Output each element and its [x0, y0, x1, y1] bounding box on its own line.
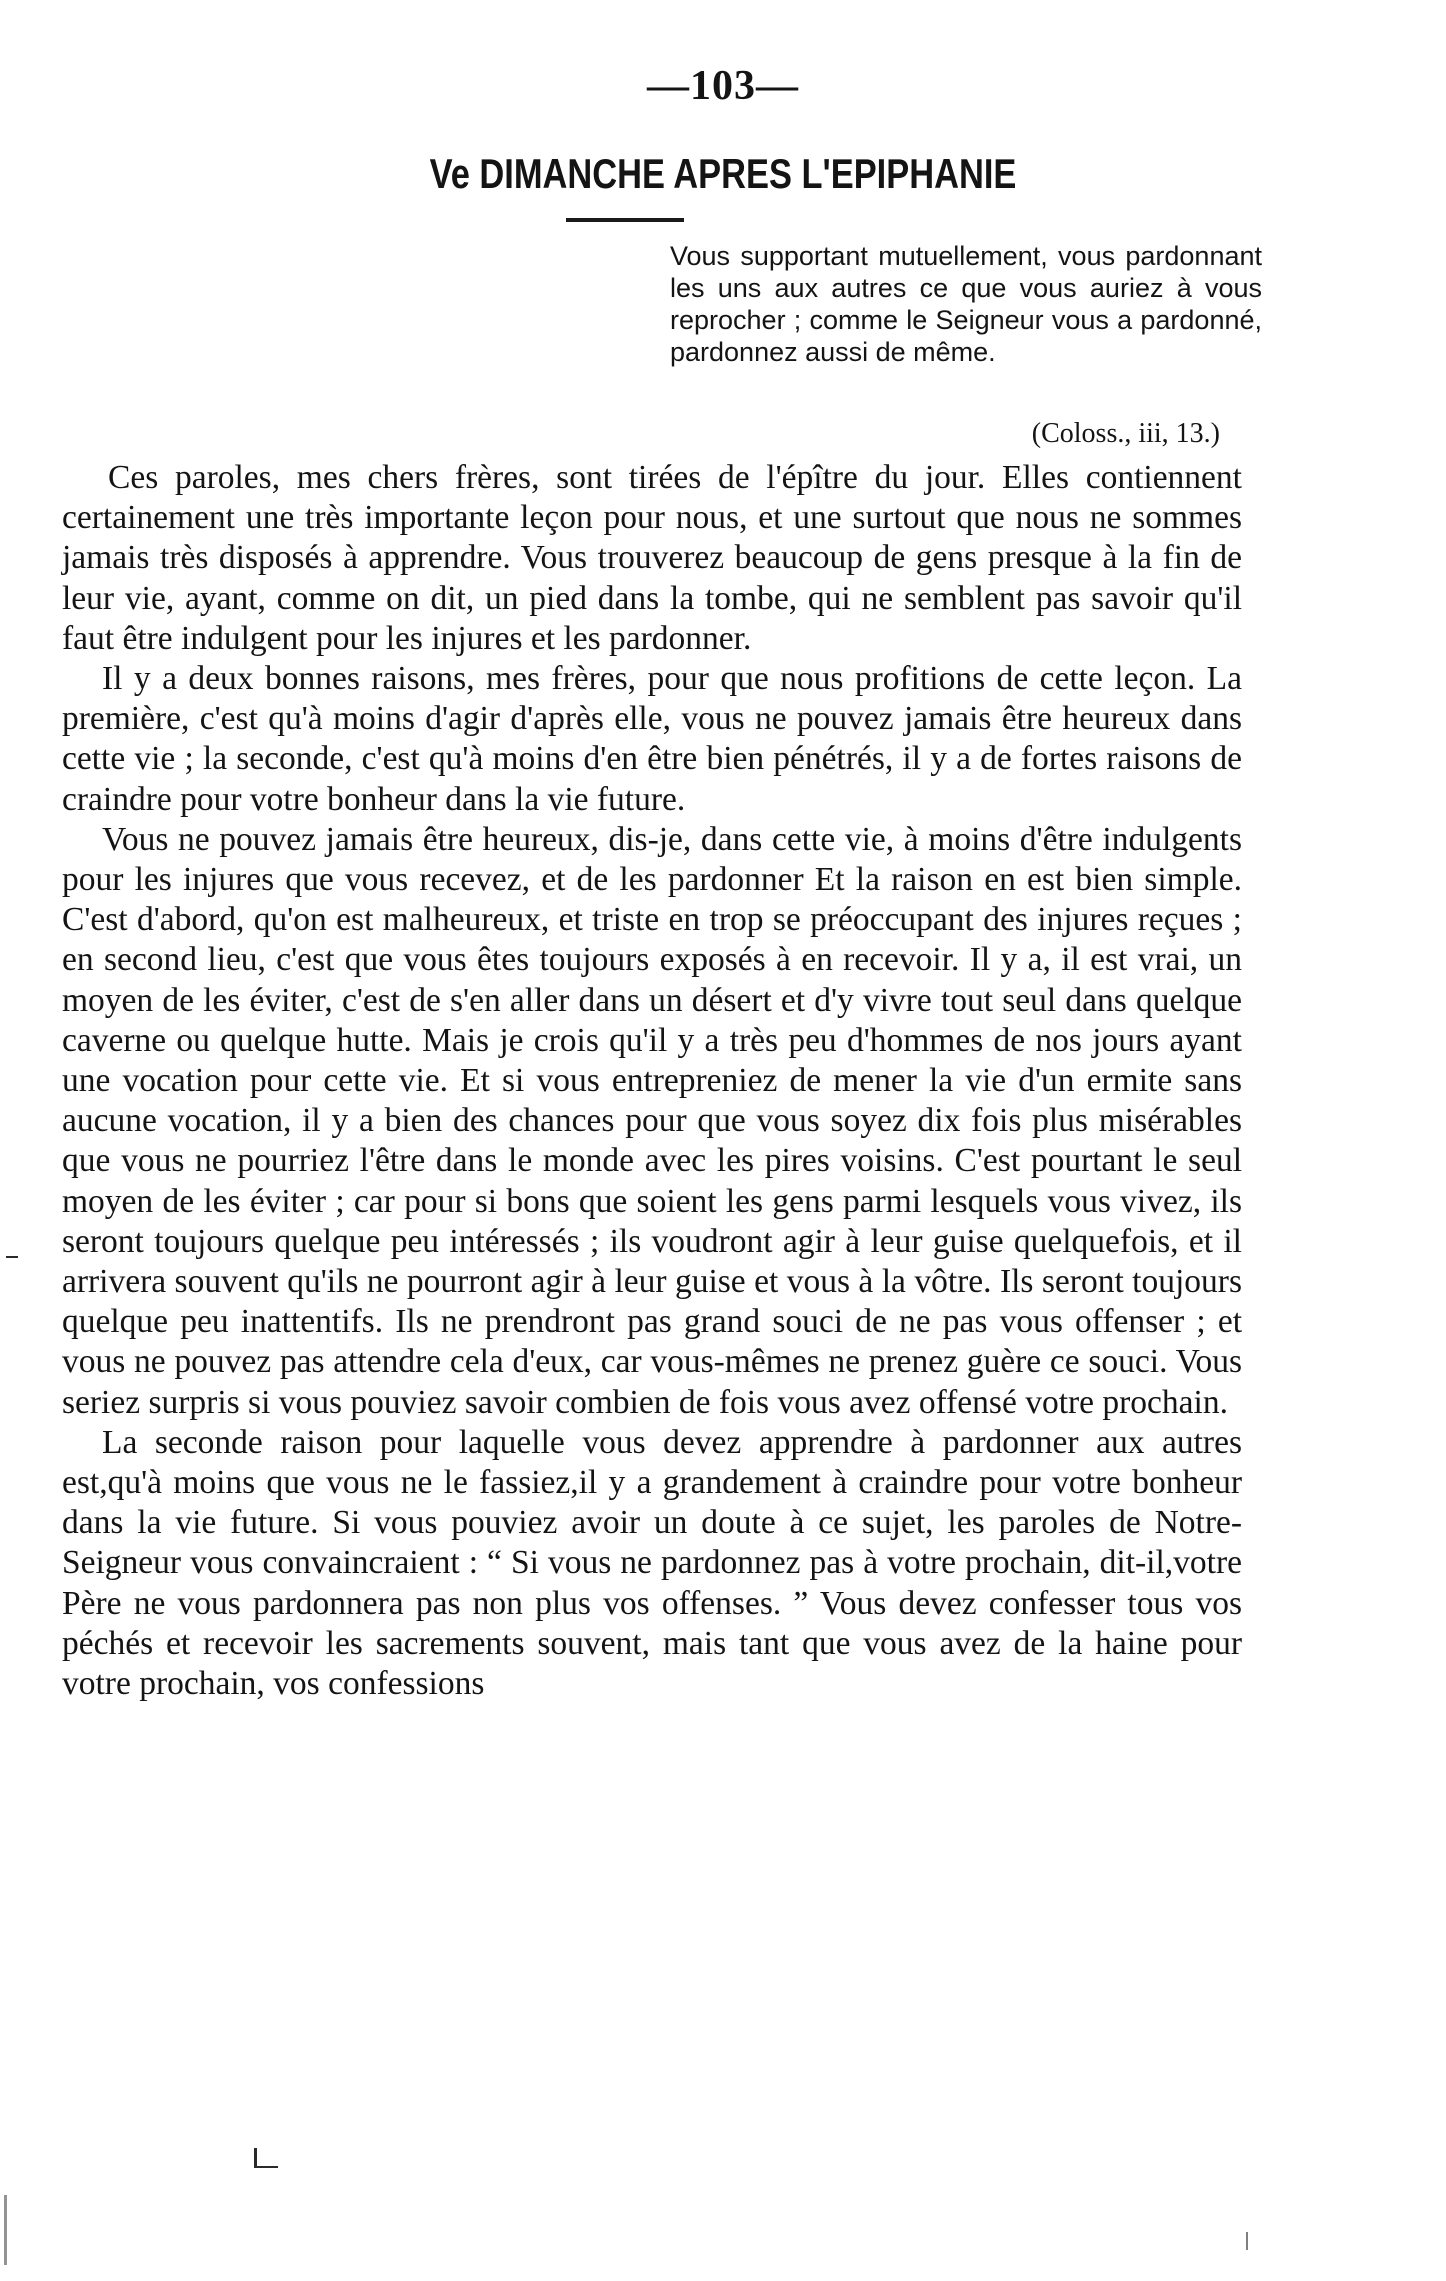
page-number: —103— — [647, 63, 799, 109]
paragraph: Vous ne pouvez jamais être heureux, dis-je, dans cette vie, à moins d'être indulgents pour les injures que vous recevez, et de les pardonner Et la raison en est bien simple. C'est d'abord, qu'on est malheureux, et triste en trop se préoccupant des injures reçues ; en second lieu, c'est que vous êtes toujours exposés à en recevoir. Il y a, il est vrai, un moyen de les éviter, c'est de s'en aller dans un désert et d'y vivre tout seul dans quelque caverne ou quelque hutte. Mais je crois qu'il y a très peu d'hommes de nos jours ayant une vocation pour cette vie. Et si vous entrepreniez de mener la vie d'un ermite sans aucune vocation, il y a bien des chances pour que vous soyez dix fois plus misérables que vous ne pourriez l'être dans le monde avec les pires voisins. C'est pourtant le seul moyen de les éviter ; car pour si bons que soient les gens parmi lesquels vous vivez, ils seront toujours quelque peu intéressés ; ils voudront agir à leur guise quelquefois, et il arrivera souvent qu'ils ne pourront agir à leur guise et vous à la vôtre. Ils seront toujours quelque peu inattentifs. Ils ne prendront pas grand souci de ne pas vous offenser ; et vous ne pouvez pas attendre cela d'eux, car vous-mêmes ne prenez guère ce souci. Vous seriez surpris si vous pouviez savoir combien de fois vous avez offensé votre prochain. — [62, 820, 1242, 1421]
title-divider — [566, 218, 684, 222]
chapter-title: Ve DIMANCHE APRES L'EPIPHANIE — [429, 150, 1017, 197]
scan-speck — [254, 2166, 278, 2168]
epigraph-source: (Coloss., iii, 13.) — [1031, 418, 1220, 449]
scan-speck — [4, 2195, 7, 2265]
epigraph-text: Vous supportant mutuellement, vous pardonnant les uns aux autres ce que vous auriez à vous reprocher ; comme le Seigneur vous a pardonné, pardonnez aussi de même. — [670, 241, 1262, 367]
paragraph: Il y a deux bonnes raisons, mes frères, pour que nous profitions de cette leçon. La première, c'est qu'à moins d'agir d'après elle, vous ne pouvez jamais être heureux dans cette vie ; la seconde, c'est qu'à moins d'en être bien pénétrés, il y a de fortes raisons de craindre pour votre bonheur dans la vie future. — [62, 660, 1242, 818]
scan-speck — [254, 2148, 257, 2168]
paragraph: Ces paroles, mes chers frères, sont tirées de l'épître du jour. Elles contiennent certainement une très importante leçon pour nous, et une surtout que nous ne sommes jamais très disposés à apprendre. Vous trouverez beaucoup de gens presque à la fin de leur vie, ayant, comme on dit, un pied dans la tombe, qui ne semblent pas savoir qu'il faut être indulgent pour les injures et les pardonner. — [62, 459, 1242, 657]
scan-speck — [1246, 2232, 1248, 2250]
paragraph: La seconde raison pour laquelle vous devez apprendre à pardonner aux autres est,qu'à moins que vous ne le fassiez,il y a grandement à craindre pour votre bonheur dans la vie future. Si vous pouviez avoir un doute à ce sujet, les paroles de Notre-Seigneur vous convaincraient : “ Si vous ne pardonnez pas à votre prochain, dit-il,votre Père ne vous pardonnera pas non plus vos offenses. ” Vous devez confesser tous vos péchés et recevoir les sacrements souvent, mais tant que vous avez de la haine pour votre prochain, vos confessions — [62, 1423, 1242, 1703]
body-text — [62, 458, 1242, 1704]
scan-speck — [6, 1256, 18, 1258]
